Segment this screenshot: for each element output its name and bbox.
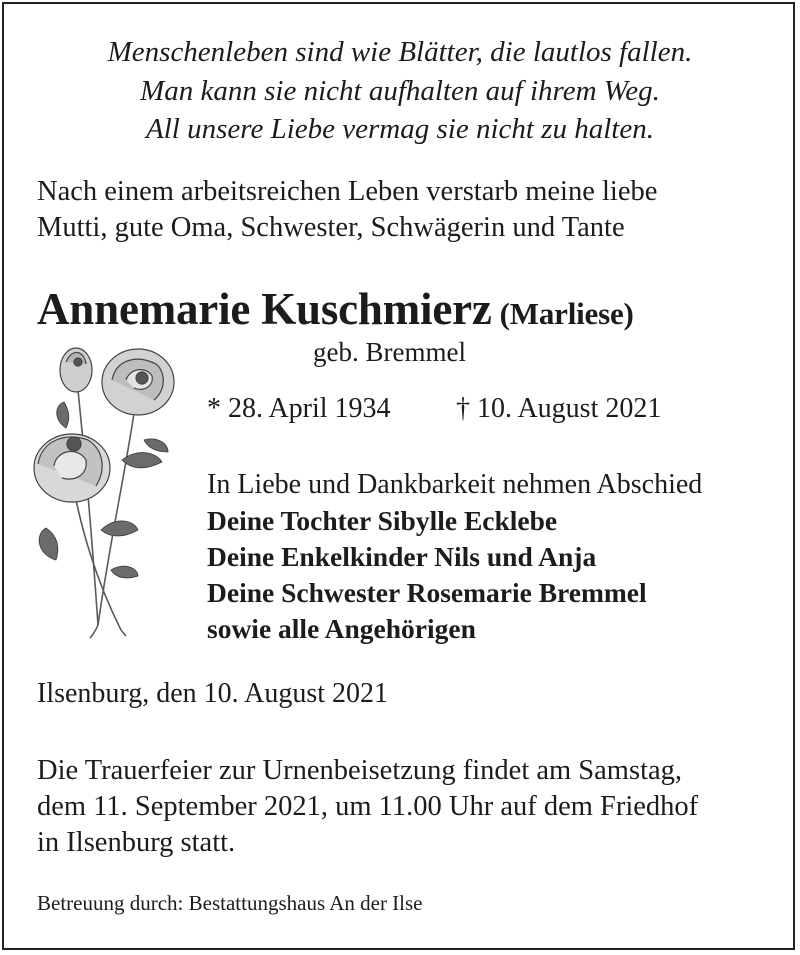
deceased-name	[37, 283, 634, 335]
poem-line: Man kann sie nicht aufhalten auf ihrem Weg.	[140, 74, 660, 107]
farewell-block	[207, 467, 702, 647]
ceremony-line: in Ilsenburg statt.	[37, 827, 236, 858]
roses-illustration-icon	[26, 340, 196, 640]
birth-date: * 28. April 1934	[207, 393, 391, 424]
poem	[0, 33, 800, 149]
poem-line: All unsere Liebe vermag sie nicht zu halten.	[146, 113, 654, 145]
intro-text	[37, 174, 764, 246]
mourner-line: sowie alle Angehörigen	[207, 613, 476, 644]
mourner-line: Deine Enkelkinder Nils und Anja	[207, 541, 597, 572]
birth-name: geb. Bremmel	[313, 337, 466, 367]
ceremony-line: Die Trauerfeier zur Urnenbeisetzung findet am Samstag,	[37, 755, 683, 786]
ceremony-line: dem 11. September 2021, um 11.00 Uhr auf dem Friedhof	[37, 791, 699, 822]
ceremony-text	[37, 753, 771, 861]
farewell-intro: In Liebe und Dankbarkeit nehmen Abschied	[207, 469, 703, 500]
funeral-home-credit: Betreuung durch: Bestattungshaus An der Ilse	[37, 891, 423, 915]
mourner-line: Deine Tochter Sibylle Ecklebe	[207, 505, 558, 536]
intro-line: Nach einem arbeitsreichen Leben verstarb meine liebe	[37, 176, 658, 207]
mourner-line: Deine Schwester Rosemarie Bremmel	[207, 577, 647, 608]
deceased-nickname: (Marliese)	[499, 296, 634, 331]
poem-line: Menschenleben sind wie Blätter, die lautlos fallen.	[107, 36, 693, 68]
death-date: † 10. August 2021	[456, 393, 662, 424]
place-date: Ilsenburg, den 10. August 2021	[37, 678, 389, 709]
intro-line: Mutti, gute Oma, Schwester, Schwägerin und Tante	[37, 212, 625, 243]
deceased-full-name: Annemarie Kuschmierz	[37, 284, 492, 334]
